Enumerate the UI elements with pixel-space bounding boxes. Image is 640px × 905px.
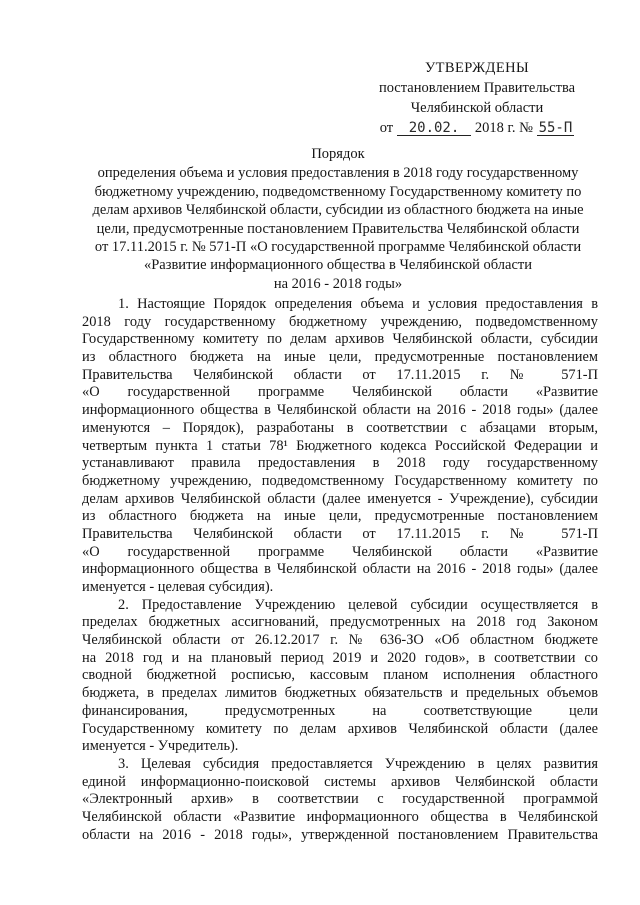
paragraph-1-line: 2018 году государственному бюджетному учреждению, подведомственному bbox=[82, 313, 598, 330]
paragraph-3-line: 3. Целевая субсидия предоставляется Учреждению в целях развития bbox=[118, 755, 598, 772]
paragraph-2-line: 2. Предоставление Учреждению целевой субсидии осуществляется в bbox=[118, 596, 598, 613]
title-line: на 2016 - 2018 годы» bbox=[273, 275, 403, 292]
paragraph-1-line: 1. Настоящие Порядок определения объема и условия предоставления в bbox=[118, 296, 598, 312]
document-title-block bbox=[78, 145, 598, 293]
paragraph-1-line: информационного общества в Челябинской области на 2016 - 2018 годы» (далее bbox=[82, 561, 598, 578]
title-line: «Развитие информационного общества в Челябинской области bbox=[143, 257, 532, 274]
title-line: делам архивов Челябинской области, субсидии из областного бюджета на иные bbox=[92, 202, 584, 219]
paragraph-1-line: Правительства Челябинской области от 17.11.2015 г. № 571-П bbox=[82, 366, 598, 383]
handwritten-date: 20.02. bbox=[397, 121, 472, 136]
paragraph-1-line: Правительства Челябинской области от 17.11.2015 г. № 571-П bbox=[82, 525, 598, 542]
approval-line-1: постановлением Правительства bbox=[378, 80, 576, 96]
paragraph-2-line: на 2018 год и на плановый период 2019 и 2020 годов», в соответствии со bbox=[82, 649, 598, 666]
title-line: бюджетному учреждению, подведомственному Государственному комитету по bbox=[94, 183, 582, 200]
paragraph-1-line: именуются – Порядок), разработаны в соответствии с абзацами вторым, bbox=[82, 419, 598, 436]
paragraph-1-line: устанавливают правила предоставления в 2018 году государственному bbox=[82, 455, 598, 472]
approval-date-line bbox=[357, 118, 597, 138]
paragraph-3-line: единой информационно-поисковой системы архивов Челябинской области bbox=[82, 773, 598, 790]
paragraph-2-line: сводной бюджетной росписью, кассовым планом исполнения областного bbox=[82, 667, 598, 684]
paragraph-2-line: бюджета, в пределах лимитов бюджетных обязательств и предельных объемов bbox=[82, 685, 598, 702]
title-line: от 17.11.2015 г. № 571-П «О государственной программе Челябинской области bbox=[94, 239, 582, 256]
paragraph-1-line: из областного бюджета на иные цели, предусмотренные постановлением bbox=[82, 508, 598, 525]
paragraph-1-line: Государственному комитету по делам архивов Челябинской области, субсидии bbox=[82, 331, 598, 348]
paragraph-2-line: Государственному комитету по делам архивов Челябинской области (далее bbox=[82, 720, 598, 737]
paragraph-2-line: финансирования, предусмотренных на соответствующие цели bbox=[82, 702, 598, 719]
document-heading: Порядок bbox=[311, 146, 365, 162]
handwritten-number: 55-П bbox=[538, 120, 573, 136]
date-prefix: от bbox=[379, 120, 394, 136]
paragraph-1-line: четвертым пункта 1 статьи 78¹ Бюджетного кодекса Российской Федерации и bbox=[82, 437, 598, 454]
paragraph-1-line: делам архивов Челябинской области (далее именуется - Учреждение), субсидии bbox=[82, 490, 598, 507]
approval-title: УТВЕРЖДЕНЫ bbox=[424, 60, 530, 76]
paragraph-3-line: области на 2016 - 2018 годы», утвержденной постановлением Правительства bbox=[82, 826, 598, 843]
title-line: цели, предусмотренные постановлением Правительства Челябинской области bbox=[96, 220, 580, 237]
paragraph-2-line: именуется - Учредитель). bbox=[82, 738, 239, 755]
paragraph-3-line: «Электронный архив» в соответствии с государственной программой bbox=[82, 791, 598, 808]
paragraph-2-line: Челябинской области от 26.12.2017 г. № 636-ЗО «Об областном бюджете bbox=[82, 632, 598, 649]
paragraph-1-line: именуется - целевая субсидия). bbox=[82, 579, 274, 595]
paragraph-3-line: Челябинской области «Развитие информационного общества в Челябинской bbox=[82, 808, 598, 825]
paragraph-1-line: бюджетному учреждению, подведомственному Государственному комитету по bbox=[82, 472, 598, 489]
title-line: определения объема и условия предоставления в 2018 году государственному bbox=[97, 165, 579, 182]
approval-line-2: Челябинской области bbox=[410, 100, 544, 116]
document-body bbox=[82, 296, 598, 844]
paragraph-2-line: пределах бюджетных ассигнований, предусмотренных на 2018 год Законом bbox=[82, 614, 598, 631]
paragraph-1-line: «О государственной программе Челябинской области «Развитие bbox=[82, 384, 598, 401]
paragraph-1-line: из областного бюджета на иные цели, предусмотренные постановлением bbox=[82, 349, 598, 366]
paragraph-1-line: информационного общества в Челябинской области на 2016 - 2018 годы» (далее bbox=[82, 402, 598, 419]
year-and-number-label: 2018 г. № bbox=[474, 120, 533, 136]
approval-stamp-block bbox=[357, 58, 597, 138]
paragraph-1-line: «О государственной программе Челябинской области «Развитие bbox=[82, 543, 598, 560]
